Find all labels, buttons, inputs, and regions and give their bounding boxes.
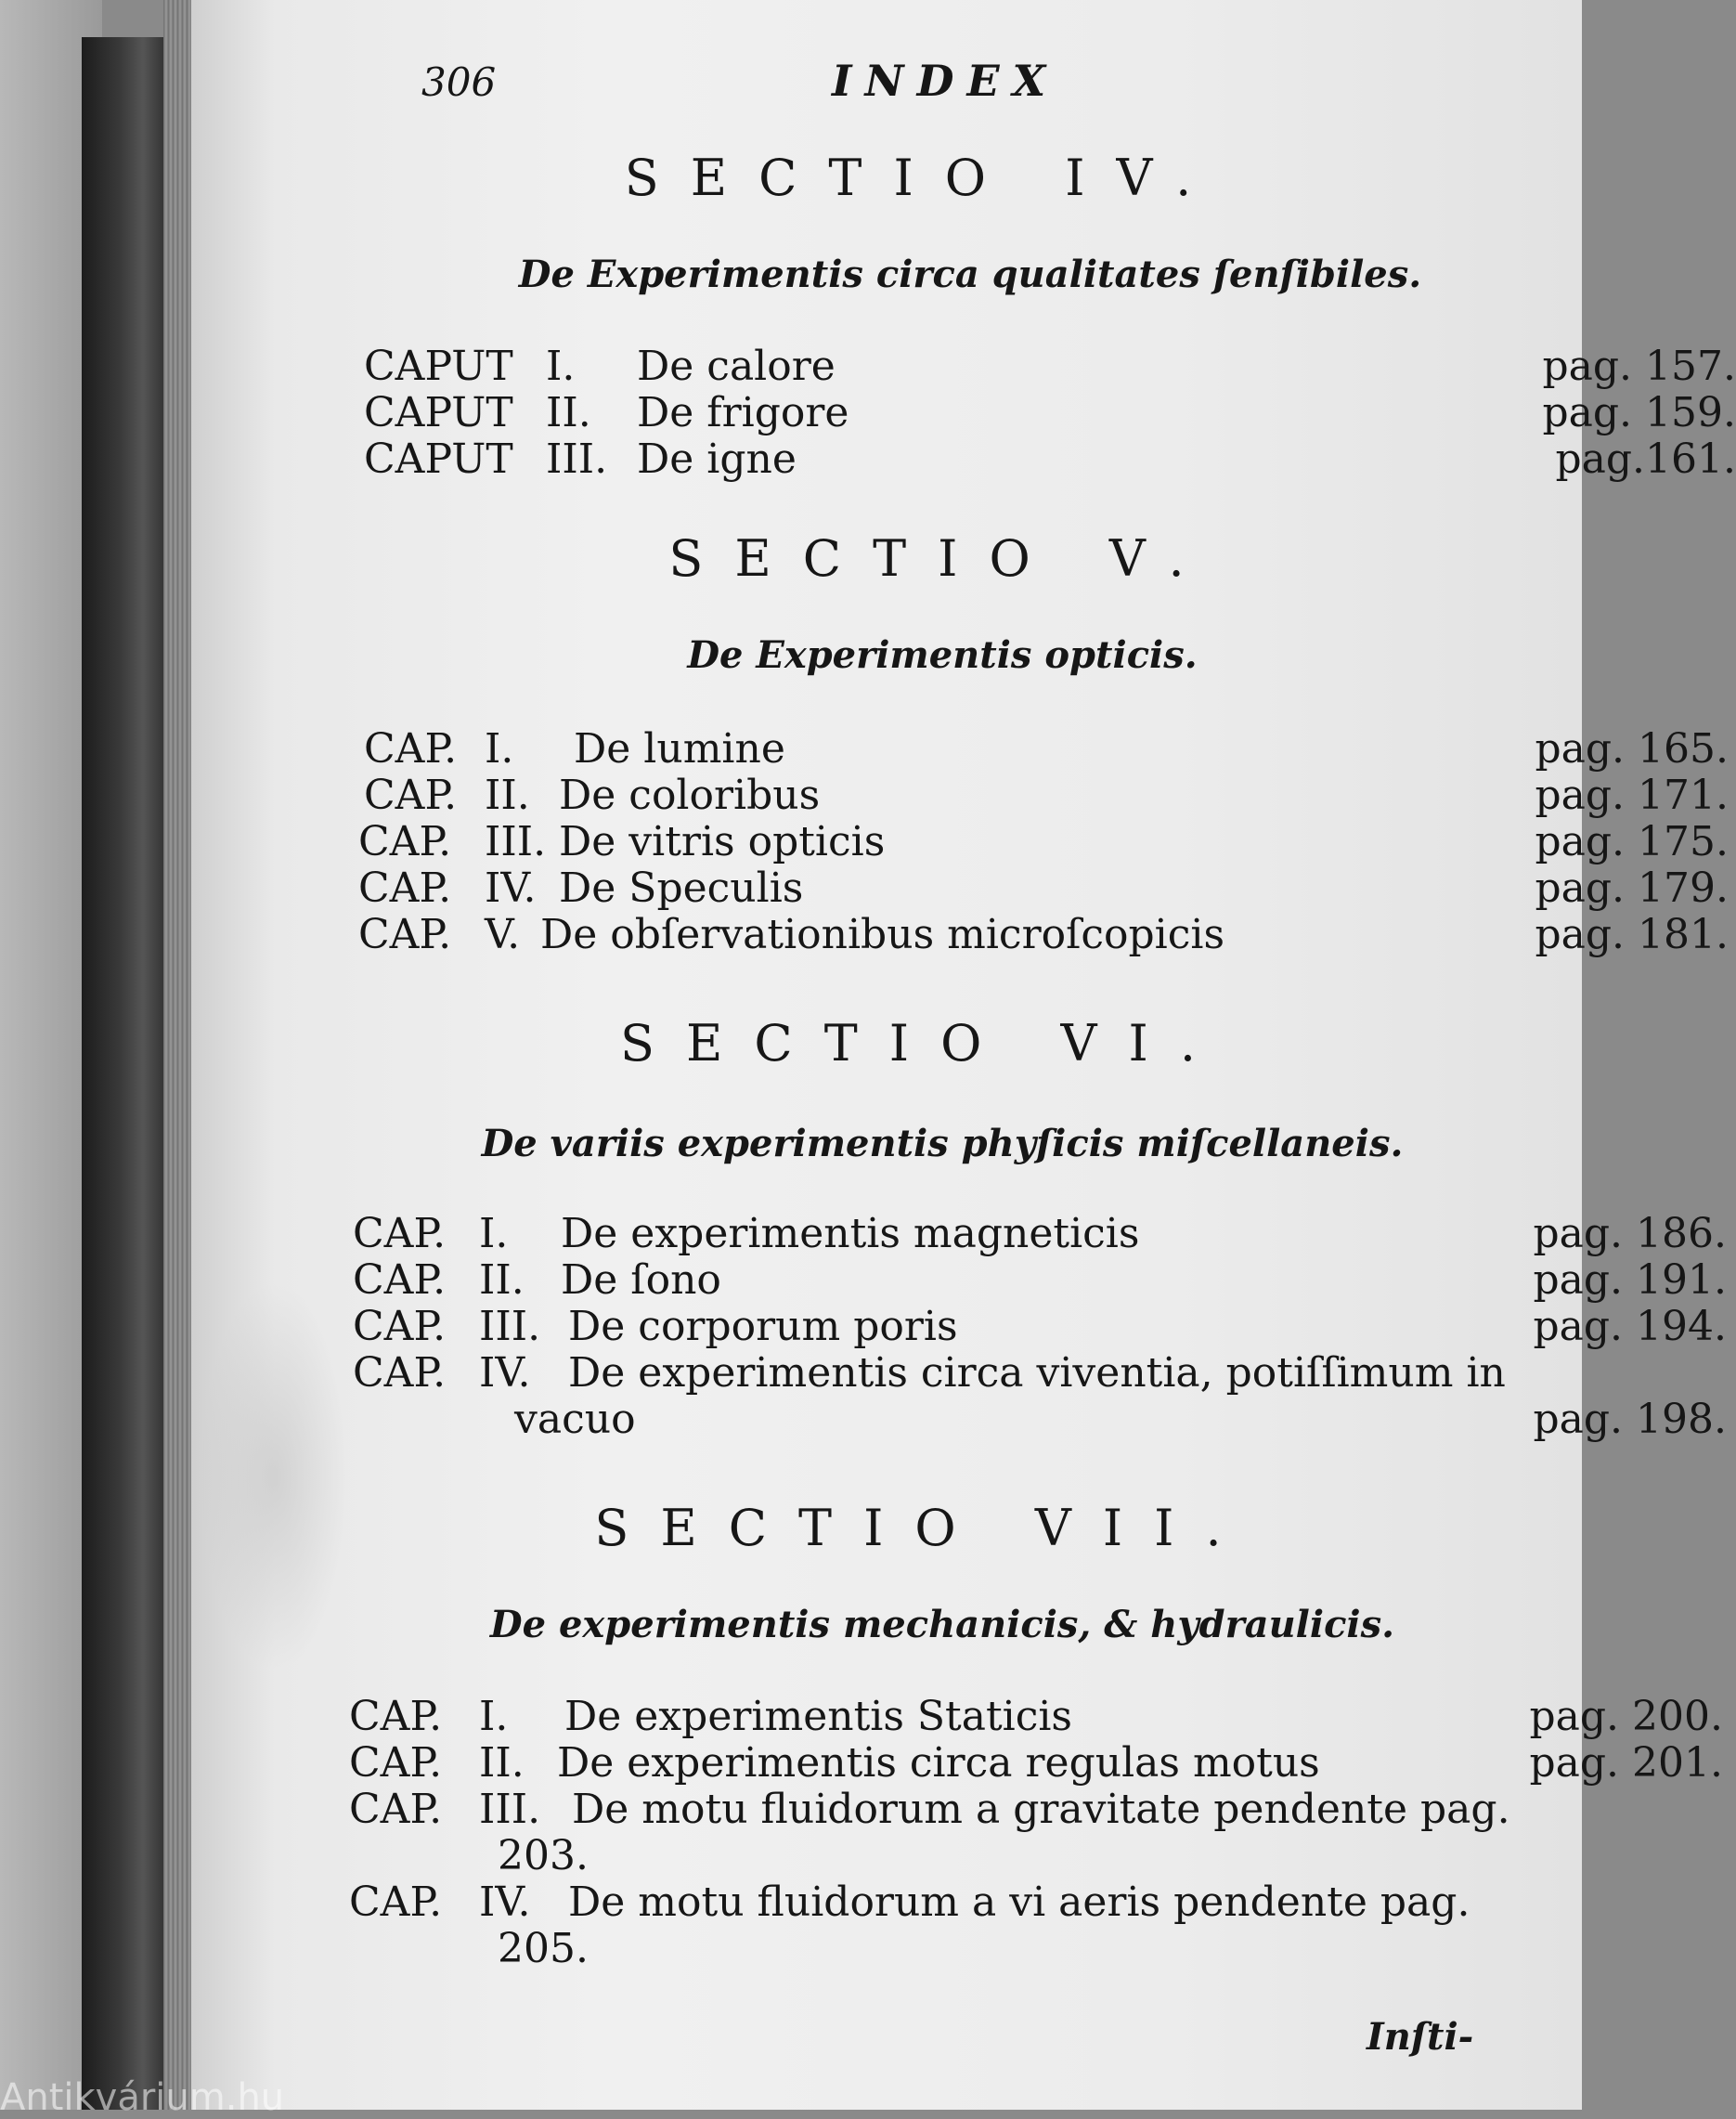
entry-page: pag. 171. — [1535, 772, 1729, 819]
entry-page: pag. 157. — [1542, 343, 1736, 390]
entry-continuation: 203. — [498, 1832, 589, 1879]
entry-title: De motu fluidorum a vi aeris pendente pag. — [568, 1878, 1470, 1926]
entry-number: I. — [485, 725, 514, 773]
entry-title: De lumine — [574, 725, 785, 773]
section-subtitle: De experimentis mechanicis, & hydraulicis. — [489, 1603, 1395, 1646]
entry-label: CAP. — [353, 1210, 447, 1257]
entry-title: De frigore — [637, 389, 849, 436]
entry-number: I. — [546, 343, 576, 390]
watermark: Antikvárium.hu — [0, 2076, 285, 2119]
entry-continuation: vacuo — [514, 1396, 636, 1443]
section-subtitle: De Experimentis opticis. — [687, 633, 1198, 677]
entry-label: CAPUT — [364, 389, 513, 436]
entry-title: De experimentis magneticis — [561, 1210, 1140, 1257]
entry-number: V. — [485, 911, 521, 958]
entry-label: CAPUT — [364, 343, 513, 390]
section-heading: SECTIO V. — [668, 529, 1216, 588]
entry-number: II. — [479, 1739, 525, 1787]
entry-number: II. — [479, 1256, 525, 1304]
entry-title: De corporum poris — [568, 1303, 958, 1350]
entry-title: De Speculis — [559, 864, 804, 912]
section-heading: SECTIO IV. — [624, 149, 1224, 207]
book-page — [191, 0, 1736, 2110]
entry-label: CAP. — [358, 864, 452, 912]
entry-page: pag. 181. — [1535, 911, 1729, 958]
entry-title: De vitris opticis — [559, 818, 886, 865]
entry-label: CAP. — [349, 1878, 443, 1926]
entry-page: pag.161. — [1555, 436, 1736, 483]
entry-label: CAP. — [353, 1349, 447, 1397]
entry-number: I. — [479, 1693, 509, 1740]
entry-label: CAP. — [364, 725, 458, 773]
entry-title: De experimentis circa viventia, potiſſimum in — [568, 1349, 1506, 1397]
entry-label: CAP. — [349, 1786, 443, 1833]
section-subtitle: De variis experimentis phyſicis miſcellaneis. — [481, 1122, 1404, 1165]
running-head-title: INDEX — [832, 56, 1059, 106]
entry-page: pag. 201. — [1529, 1739, 1723, 1787]
entry-label: CAP. — [353, 1256, 447, 1304]
entry-number: III. — [479, 1303, 541, 1350]
entry-title: De motu fluidorum a gravitate pendente pag. — [572, 1786, 1510, 1833]
entry-title: De coloribus — [559, 772, 821, 819]
entry-title: De experimentis Staticis — [564, 1693, 1072, 1740]
entry-label: CAP. — [349, 1739, 443, 1787]
entry-number: II. — [546, 389, 591, 436]
entry-number: III. — [485, 818, 547, 865]
entry-label: CAP. — [358, 911, 452, 958]
entry-title: De experimentis circa regulas motus — [557, 1739, 1320, 1787]
entry-continuation: 205. — [498, 1925, 589, 1972]
index-entry — [349, 1879, 1723, 1972]
entry-number: I. — [479, 1210, 509, 1257]
entry-label: CAP. — [353, 1303, 447, 1350]
section-heading: SECTIO VI. — [619, 1014, 1227, 1072]
entry-label: CAP. — [364, 772, 458, 819]
entry-title: De igne — [637, 436, 797, 483]
entry-number: II. — [485, 772, 530, 819]
entry-page: pag. 165. — [1535, 725, 1729, 773]
entry-number: IV. — [479, 1878, 531, 1926]
page-number: 306 — [421, 59, 497, 105]
entry-title: De obſervationibus microſcopicis — [540, 911, 1225, 958]
index-entry — [349, 1787, 1723, 1879]
entry-page: pag. 186. — [1533, 1210, 1727, 1257]
entry-number: III. — [479, 1786, 541, 1833]
entry-page: pag. 159. — [1542, 389, 1736, 436]
catchword: Inſti- — [1367, 2015, 1474, 2059]
running-head — [191, 56, 1582, 111]
index-entry — [353, 1350, 1727, 1443]
entry-page: pag. 194. — [1533, 1303, 1727, 1350]
entry-title: De ſono — [561, 1256, 721, 1304]
entry-label: CAP. — [358, 818, 452, 865]
entry-number: III. — [546, 436, 608, 483]
entry-page: pag. 175. — [1535, 818, 1729, 865]
entry-label: CAPUT — [364, 436, 513, 483]
entry-number: IV. — [479, 1349, 531, 1397]
entry-page: pag. 179. — [1535, 864, 1729, 912]
entry-label: CAP. — [349, 1693, 443, 1740]
section-heading: SECTIO VII. — [594, 1499, 1253, 1557]
entry-title: De calore — [637, 343, 836, 390]
entry-page: pag. 191. — [1533, 1256, 1727, 1304]
section-subtitle: De Experimentis circa qualitates ſenſibiles. — [518, 253, 1422, 296]
entry-page: pag. 198. — [1533, 1396, 1727, 1443]
entry-page: pag. 200. — [1529, 1693, 1723, 1740]
entry-number: IV. — [485, 864, 537, 912]
